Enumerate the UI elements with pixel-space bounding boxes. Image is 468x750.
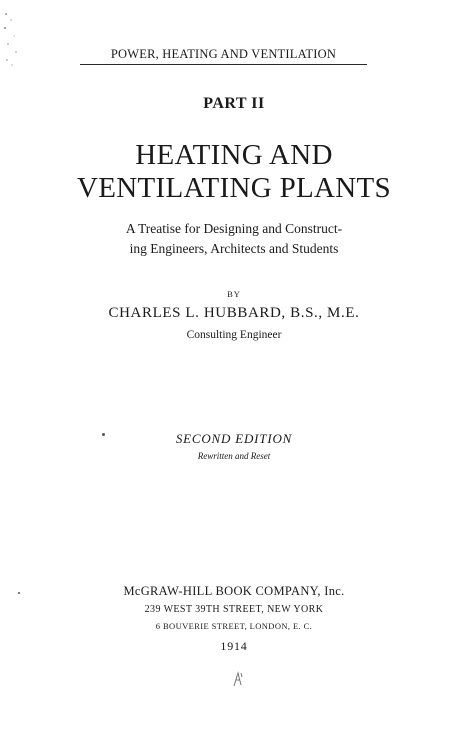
book-title-line-2: VENTILATING PLANTS: [77, 172, 391, 204]
series-title: POWER, HEATING AND VENTILATION: [80, 48, 367, 65]
publication-year: 1914: [220, 639, 248, 653]
book-title-line-1: HEATING AND: [135, 139, 333, 171]
page-edge-specks: [2, 8, 22, 68]
part-number: PART II: [203, 95, 265, 112]
subtitle-line-1: A Treatise for Designing and Construct-: [125, 221, 343, 236]
edition-note: Rewritten and Reset: [197, 451, 271, 461]
edition-label: SECOND EDITION: [175, 431, 293, 446]
subtitle-line-2: ing Engineers, Architects and Students: [129, 241, 339, 256]
publisher-address-new-york: 239 WEST 39TH STREET, NEW YORK: [144, 604, 324, 615]
ink-speck: [18, 592, 20, 594]
publisher-address-london: 6 BOUVERIE STREET, LONDON, E. C.: [155, 621, 313, 631]
by-label: BY: [227, 289, 241, 299]
author-name: CHARLES L. HUBBARD, B.S., M.E.: [108, 305, 360, 321]
pencil-mark: [232, 670, 246, 688]
ink-speck: [102, 433, 105, 436]
author-role: Consulting Engineer: [186, 329, 282, 341]
publisher-name: McGRAW-HILL BOOK COMPANY, Inc.: [123, 584, 345, 598]
